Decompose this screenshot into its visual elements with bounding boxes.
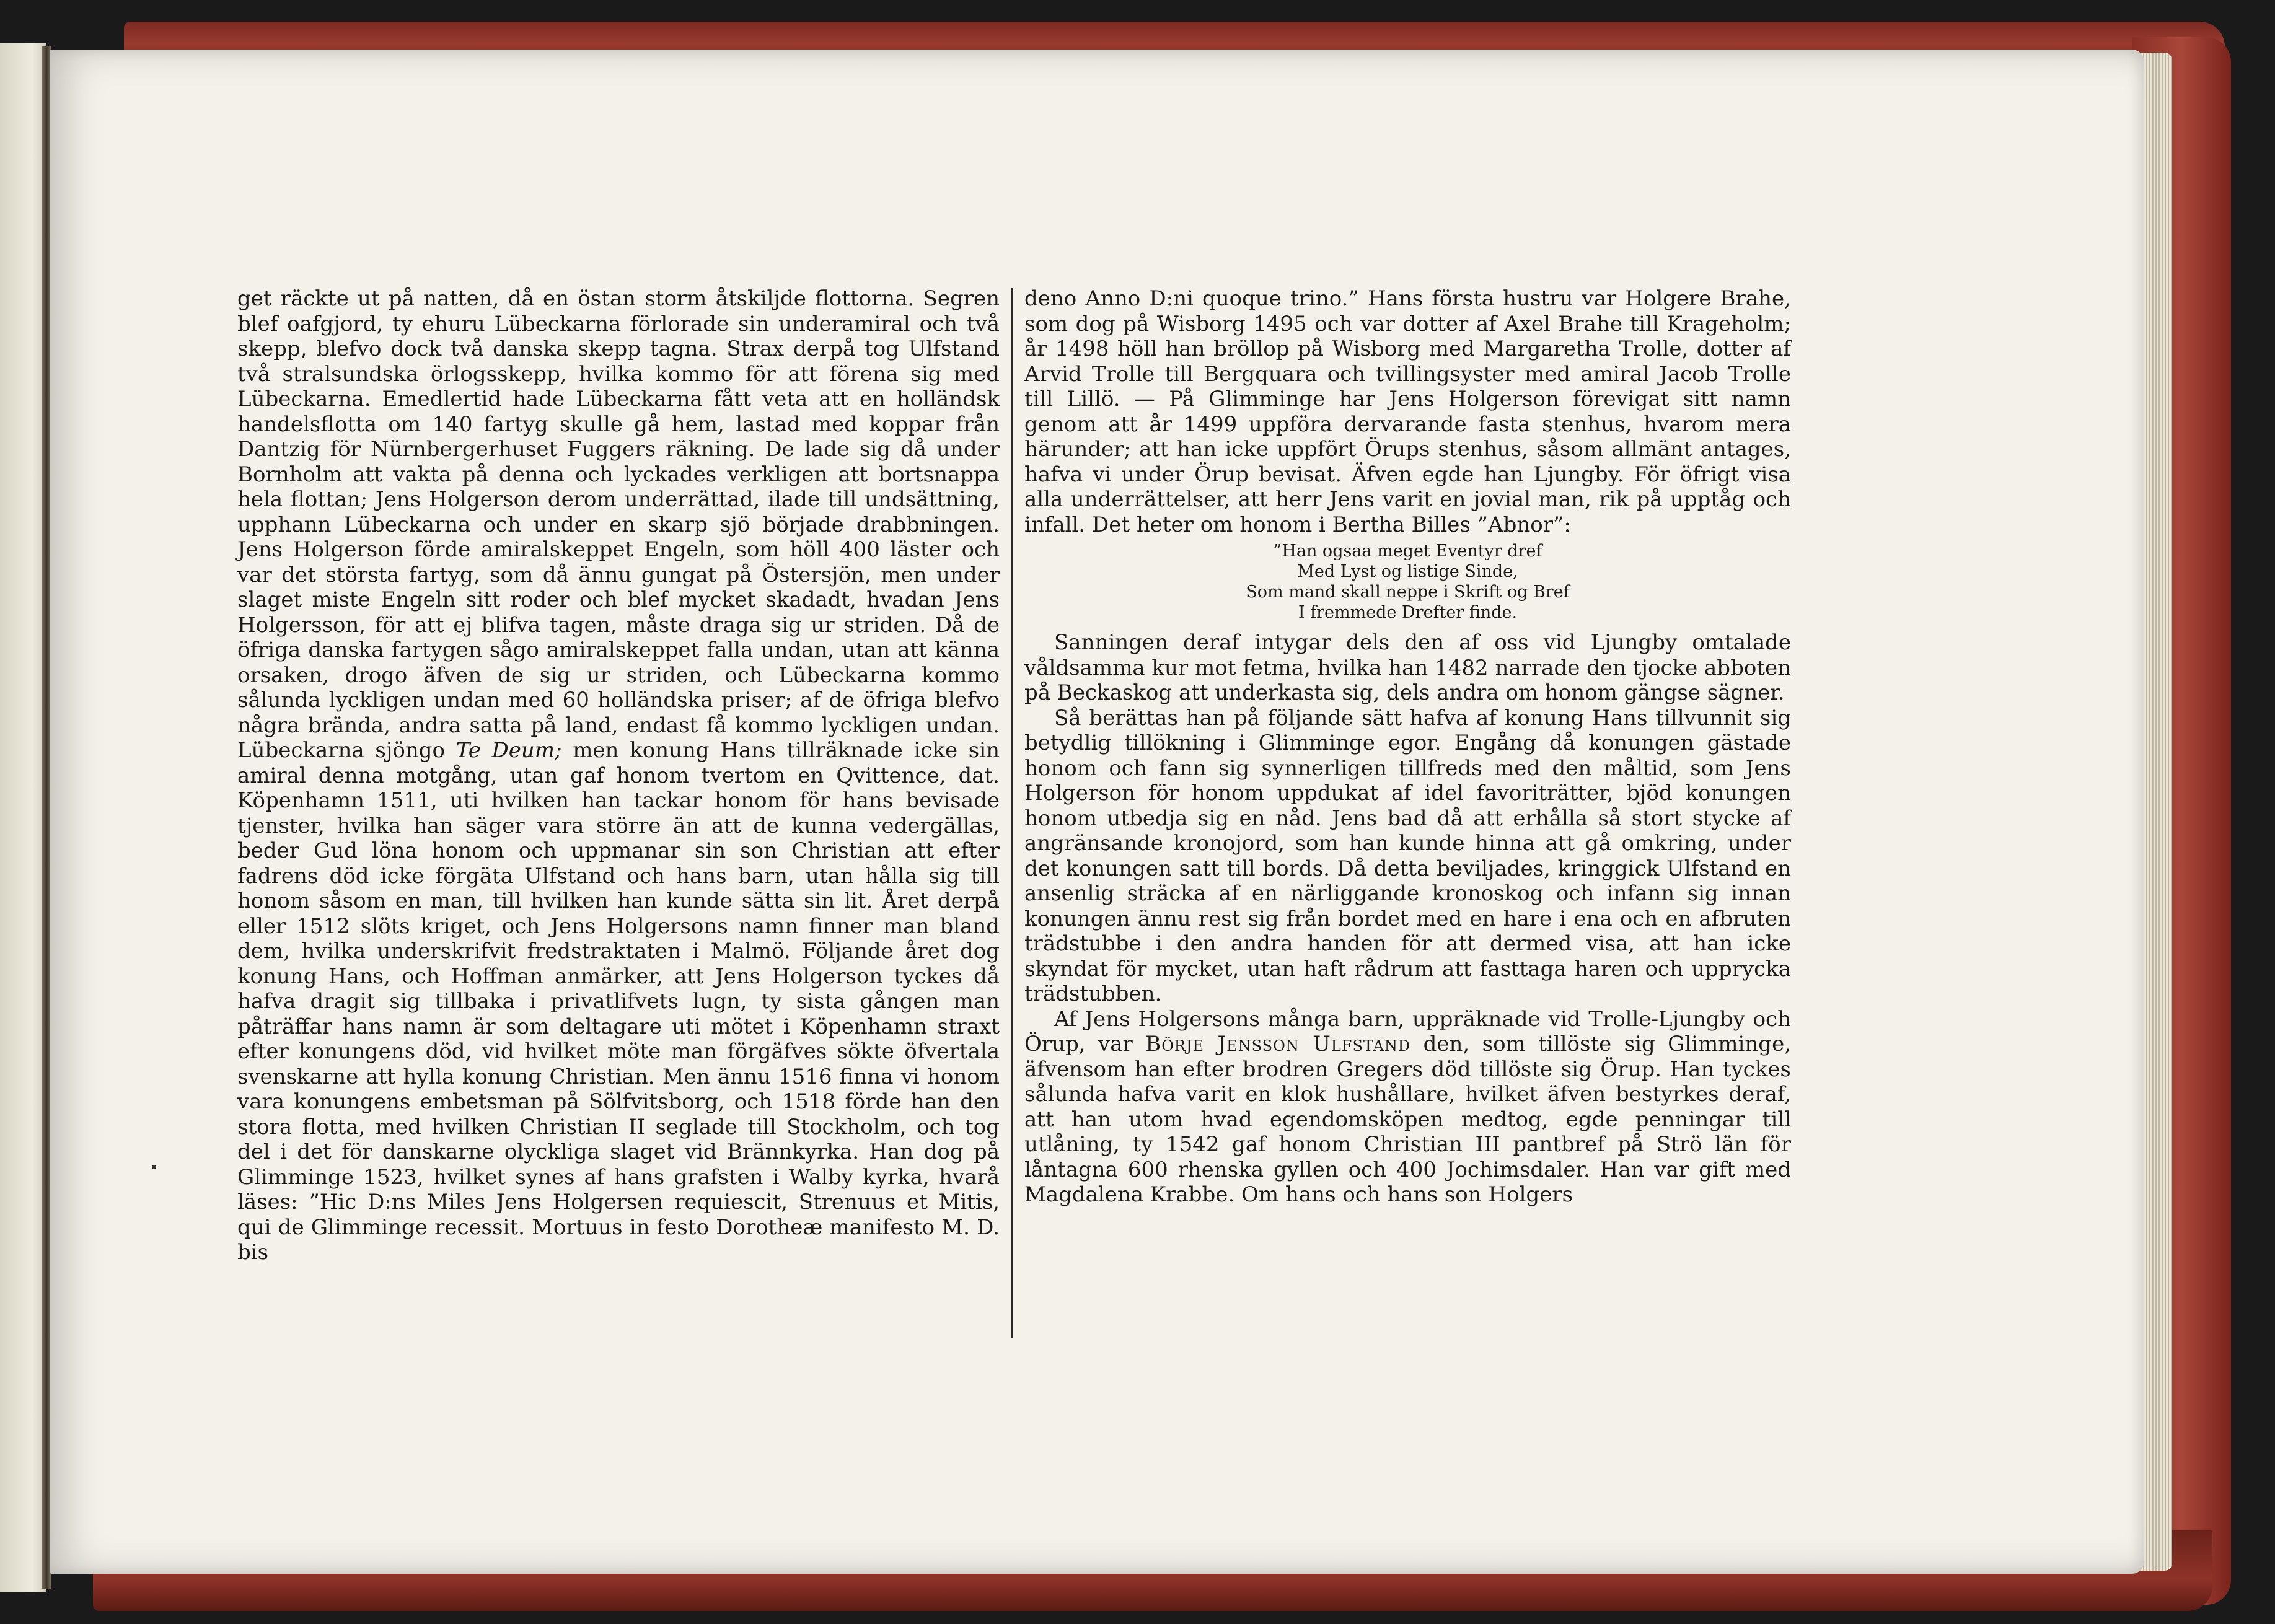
margin-dot <box>152 1165 156 1169</box>
verse-line: Med Lyst og listige Sinde, <box>1297 562 1518 581</box>
quoted-verse <box>1024 541 1791 623</box>
left-paragraph-italic: Te Deum; <box>455 738 562 763</box>
facing-page-edge <box>0 43 46 1592</box>
column-divider <box>1011 288 1013 1338</box>
verse-line: ”Han ogsaa meget Eventyr dref <box>1273 542 1542 561</box>
right-paragraph-4 <box>1024 1007 1791 1208</box>
left-paragraph <box>237 286 1000 1265</box>
verse-line: I fremmede Drefter finde. <box>1298 603 1518 622</box>
right-text-column <box>1024 286 1791 1208</box>
right-paragraph-4-text-continued: den, som tillöste sig Glimminge, äfvensom han efter brodren Gregers död tillöste sig Örup. Han tyckes sålunda hafva varit en klok hushållare, hvilket äfven bestyrkes deraf, att han utom hvad egendomsköpen medtog, egde penningar till utlåning, ty 1542 gaf honom Christian III pantbref på Strö län för låntagna 600 rhenska gyllen och 400 Jochimsdaler. Han var gift med Magdalena Krabbe. Om hans och hans son Holgers <box>1024 1032 1791 1207</box>
right-paragraph-4-text: Af Jens Holgersons många barn, uppräknade vid Trolle-Ljungby och Örup, var <box>1024 1006 1791 1056</box>
verse-line: Som mand skall neppe i Skrift og Bref <box>1246 582 1570 602</box>
right-paragraph-1: deno Anno D:ni quoque trino.” Hans första hustru var Holgere Brahe, som dog på Wisborg 1495 och var dotter af Axel Brahe till Krageholm; år 1498 höll han bröllop på Wisborg med Margaretha Trolle, dotter af Arvid Trolle till Bergquara och tvillingsyster med amiral Jacob Trolle till Lillö. — På Glimminge har Jens Holgerson förevigat sitt namn genom att år 1499 uppföra dervarande fasta stenhus, hvarom mera härunder; att han icke uppfört Örups stenhus, såsom allmänt antages, hafva vi under Örup bevisat. Äfven egde han Ljungby. För öfrigt visa alla underrättelser, att herr Jens varit en jovial man, rik på upptåg och infall. Det heter om honom i Bertha Billes ”Abnor”: <box>1024 286 1791 537</box>
left-text-column <box>237 286 1000 1265</box>
left-paragraph-text: get räckte ut på natten, då en östan storm åtskiljde flottorna. Segren blef oafgjord, ty ehuru Lübeckarna förlorade sin underamiral och två skepp, blefvo dock två danska skepp tagna. Strax derpå tog Ulfstand två stralsundska örlogsskepp, hvilka kommo för att förena sig med Lübeckarna. Emedlertid hade Lübeckarna fått veta att en holländsk handelsflotta om 140 fartyg skulle gå hem, lastad med koppar från Dantzig för Nürnbergerhuset Fuggers räkning. De lade sig då under Bornholm att vakta på denna och lyckades verkligen att bortsnappa hela flottan; Jens Holgerson derom underrättad, ilade till undsättning, upphann Lübeckarna och under en skarp sjö började drabbningen. Jens Holgerson förde amiralskeppet Engeln, som höll 400 läster och var det största fartyg, som då ännu gungat på Östersjön, men under slaget miste Engeln sitt roder och blef mycket skadadt, hvadan Jens Holgersson, för att ej blifva tagen, måste draga sig ur striden. Då de öfriga danska fartygen sågo amiralskeppet falla undan, utan att känna orsaken, drogo äfven de sig ur striden, och Lübeckarna kommo sålunda lyckligen undan med 60 holländska priser; af de öfriga blefvo några brända, andra satta på land, endast få kommo lyckligen undan. Lübeckarna sjöngo <box>237 286 1000 763</box>
right-paragraph-3: Så berättas han på följande sätt hafva af konung Hans tillvunnit sig betydlig tillökning i Glimminge egor. Engång då konungen gästade honom och fann sig synnerligen tillfreds med den måltid, som Jens Holgerson för honom uppdukat af idel favoriträtter, bjöd konungen honom utbedja sig en nåd. Jens bad då att erhålla så stort stycke af angränsande kronojord, som han kunde hinna att gå omkring, under det konungen satt till bords. Då detta beviljades, kringgick Ulfstand en ansenlig sträcka af en närliggande kronoskog och infann sig innan konungen ännu rest sig från bordet med en hare i ena och en afbruten trädstubbe i den andra handen för att dermed visa, att han icke skyndat för mycket, utan haft rådrum att fasttaga haren och upprycka trädstubben. <box>1024 705 1791 1006</box>
left-paragraph-text-continued: men konung Hans tillräknade icke sin amiral denna motgång, utan gaf honom tvertom en Qvittence, dat. Köpenhamn 1511, uti hvilken han tackar honom för hans bevisade tjenster, hvilka han säger vara större än att de kunna vedergällas, beder Gud löna honom och uppmanar sin son Christian att efter fadrens död icke förgäta Ulfstand och hans barn, utan hålla sig till honom såsom en man, till hvilken han kunde sätta sin lit. Året derpå eller 1512 slöts kriget, och Jens Holgersons namn finner man bland dem, hvilka underskrifvit fredstraktaten i Malmö. Följande året dog konung Hans, och Hoffman anmärker, att Jens Holgerson tyckes då hafva dragit sig tillbaka i privatlifvets lugn, ty sista gången man påträffar hans namn är som deltagare uti mötet i Köpenhamn straxt efter konungens död, vid hvilket möte man förgäfves sökte öfvertala svenskarne att hylla konung Christian. Men ännu 1516 finna vi honom vara konungens embetsman på Sölfvitsborg, och 1518 förde han den stora flotta, med hvilken Christian II seglade till Stockholm, och tog del i det för danskarne olyckliga slaget vid Brännkyrka. Han dog på Glimminge 1523, hvilket synes af hans grafsten i Walby kyrka, hvarå läses: ”Hic D:ns Miles Jens Holgersen requiescit, Strenuus et Mitis, qui de Glimminge recessit. Mortuus in festo Dorotheæ manifesto M. D. bis <box>237 738 1000 1265</box>
person-name-smallcaps: Börje Jensson Ulfstand <box>1145 1032 1411 1056</box>
right-paragraph-2: Sanningen deraf intygar dels den af oss vid Ljungby omtalade våldsamma kur mot fetma, hvilka han 1482 narrade den tjocke abboten på Beckaskog att underkasta sig, dels andra om honom gängse sägner. <box>1024 630 1791 705</box>
